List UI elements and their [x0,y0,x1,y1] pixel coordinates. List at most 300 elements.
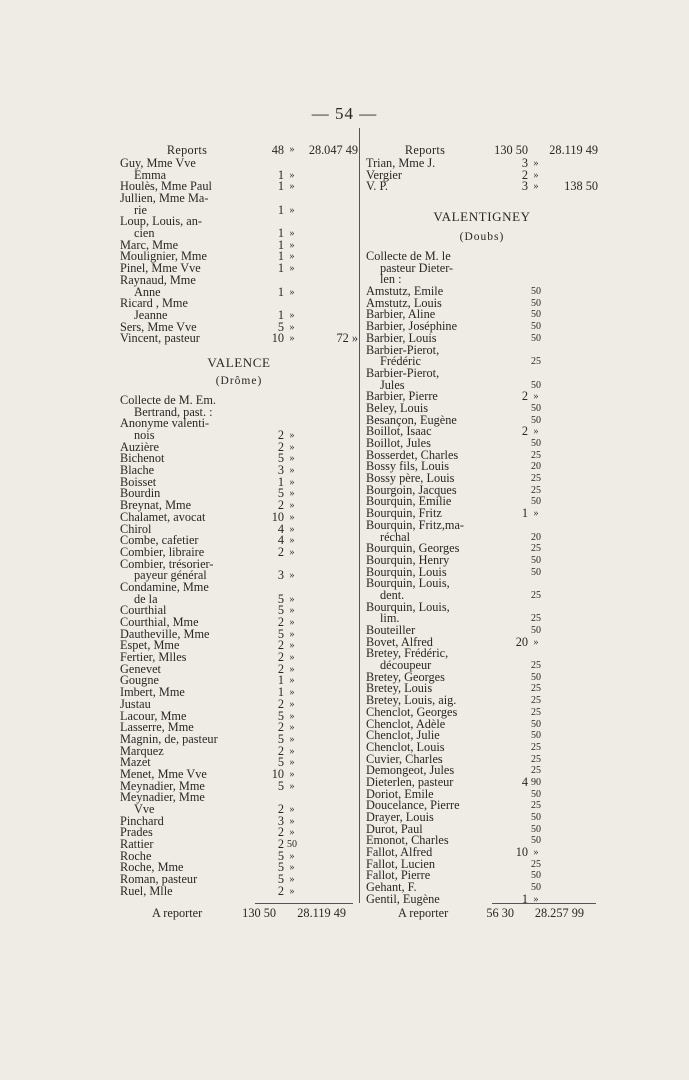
amount-francs: 4 [277,533,284,548]
amount-francs: 5 [277,872,284,887]
donor-name: Bourquin, Fritz,ma- [366,517,465,532]
report-label: Reports [166,143,208,157]
donor-name: Bourquin, Louis [366,564,447,579]
donor-name: Fallot, Pierre [366,868,431,883]
donor-name: Gehant, F. [366,880,417,895]
amount-francs: 2 [277,743,284,758]
donor-name: V. P. [366,179,388,194]
donor-name: Bichenot [120,451,165,466]
donor-name: Amstutz, Emile [366,284,444,299]
amount-centimes: 25 [531,613,541,625]
amount-francs: 2 [277,650,284,665]
subtotal: 72 » [336,331,358,346]
footer-v1: 130 50 [242,906,276,920]
amount-centimes: 25 [531,484,541,496]
donor-row [120,839,358,851]
report-label: Reports [404,143,446,157]
amount-centimes: 20 [531,461,541,473]
amount-centimes: » [289,169,295,181]
amount-centimes: 25 [531,473,541,485]
donor-name: Meynadier, Mme [120,778,205,793]
amount-francs: 1 [521,506,528,521]
amount-francs: 4 [521,774,528,789]
amount-centimes: » [289,850,295,862]
donor-name: Durot, Paul [366,821,423,836]
donor-name: Chenclot, Georges [366,704,458,719]
donor-name: Roche, Mme [120,860,184,875]
amount-francs: 4 [277,521,284,536]
amount-centimes: 50 [531,625,541,637]
amount-centimes: » [289,321,295,333]
amount-centimes: » [289,815,295,827]
donor-name: Combe, cafetier [120,533,199,548]
donor-name: Trian, Mme J. [366,155,436,170]
amount-centimes: » [533,157,539,169]
amount-francs: 20 [515,634,528,649]
report-row [120,136,358,158]
left-column [120,136,358,898]
amount-francs: 3 [277,568,284,583]
footer-v2: 28.119 49 [297,906,346,920]
footer-label: A reporter [398,906,449,920]
donor-name: Chenclot, Julie [366,728,440,743]
donor-name: Ruel, Mlle [120,883,173,898]
amount-centimes: 50 [531,812,541,824]
amount-centimes: » [289,640,295,652]
amount-centimes: » [289,239,295,251]
amount-centimes: » [289,488,295,500]
amount-centimes: 50 [531,671,541,683]
amount-francs: 1 [521,891,528,906]
donor-name: Ricard , Mme [120,296,188,311]
donor-name: Loup, Louis, an- [120,214,202,229]
amount-centimes: 25 [531,695,541,707]
donor-name: découpeur [380,658,432,673]
donor-name: Bouteiller [366,623,416,638]
donor-name: Jullien, Mme Ma- [120,191,209,206]
donor-name: Condamine, Mme [120,579,209,594]
donor-name: Bourquin, Henry [366,552,450,567]
donor-name: Lasserre, Mme [120,720,194,735]
donor-name: Anonyme valenti- [120,416,210,431]
amount-centimes: » [289,251,295,263]
section-subtitle: (Doubs) [459,231,505,244]
amount-francs: 1 [277,673,284,688]
amount-centimes: 50 [531,496,541,508]
amount-francs: 1 [277,202,284,217]
amount-centimes: 50 [531,286,541,298]
amount-francs: 5 [277,591,284,606]
donor-name: Combier, trésorier- [120,556,214,571]
amount-centimes: » [289,675,295,687]
donor-name: Barbier, Louis [366,330,437,345]
donor-name: Drayer, Louis [366,810,434,825]
donor-name: Collecte de M. le [366,249,451,264]
donor-name: Espet, Mme [120,638,180,653]
amount-francs: 5 [277,848,284,863]
donor-name: Doriot, Emile [366,786,434,801]
donor-name: Barbier-Pierot, [366,365,440,380]
amount-centimes: » [289,687,295,699]
amount-centimes: 25 [531,683,541,695]
donor-name: nois [134,428,155,443]
amount-centimes: 50 [531,332,541,344]
donor-name: Jeanne [134,307,168,322]
section-subtitle: (Drôme) [215,375,263,387]
amount-centimes: 50 [531,870,541,882]
donor-row [120,813,358,828]
amount-francs: 10 [515,845,528,860]
amount-francs: 2 [521,389,528,404]
amount-francs: 2 [277,720,284,735]
donor-name: Boisset [120,474,157,489]
amount-centimes: » [289,698,295,710]
donor-name: Roman, pasteur [120,872,198,887]
report-v2: » [289,144,295,155]
amount-francs: 1 [277,261,284,276]
amount-centimes: 25 [531,858,541,870]
footer-left [152,906,346,921]
donor-name: Gougne [120,673,159,688]
amount-francs: 5 [277,708,284,723]
amount-centimes: 50 [531,414,541,426]
amount-centimes: 50 [531,321,541,333]
amount-centimes: » [289,511,295,523]
amount-centimes: 25 [531,589,541,601]
donor-name: Marquez [120,743,164,758]
amount-centimes: 50 [531,554,541,566]
donor-name: Beley, Louis [366,400,429,415]
donor-name: Pinel, Mme Vve [120,261,201,276]
amount-centimes: » [289,309,295,321]
amount-francs: 2 [277,825,284,840]
amount-francs: 1 [277,179,284,194]
donor-name: Emonot, Charles [366,833,449,848]
subtotal: 138 50 [564,179,598,194]
amount-francs: 1 [277,474,284,489]
donor-name: Barbier, Joséphine [366,319,458,334]
donor-name: Boillot, Jules [366,436,431,451]
donor-name: Auzière [120,439,159,454]
donor-name: Imbert, Mme [120,685,185,700]
report-v1: 48 [271,143,284,157]
amount-centimes: » [289,570,295,582]
donor-name: Barbier, Aline [366,307,436,322]
amount-francs: 3 [521,155,528,170]
donor-name: Frédéric [380,354,421,369]
donor-name: Bretey, Louis, aig. [366,693,457,708]
donor-list [120,392,358,898]
donor-name: Sers, Mme Vve [120,319,197,334]
donor-name: Fallot, Lucien [366,856,435,871]
donor-name: Dautheville, Mme [120,626,210,641]
donor-name: payeur général [134,568,207,583]
right-column [366,136,598,906]
amount-francs: 3 [277,463,284,478]
amount-centimes: 50 [531,835,541,847]
amount-centimes: » [289,333,295,345]
amount-centimes: » [289,874,295,886]
column-divider [359,128,360,903]
amount-centimes: 25 [531,449,541,461]
donor-name: Houlès, Mme Paul [120,179,212,194]
amount-centimes: » [533,426,539,438]
footer-rule-left [255,903,353,904]
amount-francs: 5 [277,486,284,501]
donor-row [120,883,358,898]
amount-centimes: » [533,508,539,520]
donor-name: Magnin, de, pasteur [120,731,218,746]
footer-v2: 28.257 99 [534,906,584,920]
page-number: — 54 — [311,104,378,123]
donor-row [120,792,358,804]
amount-centimes: » [289,286,295,298]
donor-name: Doucelance, Pierre [366,798,460,813]
donor-name: Moulignier, Mme [120,249,207,264]
amount-centimes: 25 [531,356,541,368]
donor-name: Anne [134,284,161,299]
donor-name: Vincent, pasteur [120,331,200,346]
amount-centimes: » [289,605,295,617]
amount-francs: 3 [521,179,528,194]
amount-centimes: 25 [531,800,541,812]
amount-centimes: » [289,228,295,240]
amount-centimes: » [289,453,295,465]
amount-centimes: » [289,204,295,216]
amount-centimes: » [289,430,295,442]
amount-centimes: » [289,546,295,558]
amount-francs: 2 [521,424,528,439]
donor-name: Bretey, Georges [366,669,445,684]
donor-name: Amstutz, Louis [366,295,442,310]
amount-centimes: » [289,733,295,745]
amount-centimes: » [289,593,295,605]
donor-name: Gentil, Eugène [366,891,440,906]
donor-name: Besançon, Eugène [366,412,457,427]
amount-centimes: » [289,827,295,839]
amount-centimes: » [289,628,295,640]
donor-row [120,193,358,205]
donor-name: len : [380,272,402,287]
donor-row [120,827,358,839]
donor-name: Lacour, Mme [120,708,187,723]
footer-right [398,906,584,921]
amount-francs: 2 [277,544,284,559]
amount-centimes: » [289,804,295,816]
amount-francs: 5 [277,755,284,770]
amount-centimes: 25 [531,660,541,672]
amount-centimes: » [533,391,539,403]
amount-centimes: » [533,181,539,193]
amount-centimes: 50 [531,297,541,309]
donor-row [366,181,598,193]
amount-centimes: » [289,465,295,477]
report-v3: 28.047 49 [308,143,358,157]
amount-francs: 5 [277,626,284,641]
donor-name: Bretey, Frédéric, [366,646,449,661]
amount-centimes: 50 [531,730,541,742]
donor-name: réchal [380,529,411,544]
donor-name: Bossy fils, Louis [366,459,450,474]
amount-francs: 2 [277,837,284,852]
amount-centimes: » [289,181,295,193]
amount-centimes: » [289,768,295,780]
donor-name: Bourquin, Louis, [366,599,450,614]
donor-name: Raynaud, Mme [120,272,196,287]
amount-francs: 5 [277,860,284,875]
donor-name: Bourquin, Emilie [366,494,452,509]
amount-centimes: 25 [531,543,541,555]
donor-name: Bossy père, Louis [366,471,455,486]
amount-francs: 5 [277,319,284,334]
amount-centimes: » [289,476,295,488]
amount-centimes: 25 [531,765,541,777]
amount-francs: 2 [277,428,284,443]
donor-row [120,333,358,345]
donor-name: Bourquin, Georges [366,541,460,556]
donor-name: Pinchard [120,813,164,828]
donor-name: rie [134,202,147,217]
amount-centimes: 90 [531,776,541,788]
amount-centimes: 50 [287,839,297,851]
donor-row [120,687,358,699]
donor-name: Demongeot, Jules [366,763,455,778]
donor-name: Meynadier, Mme [120,790,205,805]
amount-francs: 2 [521,167,528,182]
donor-name: pasteur Dieter- [380,260,454,275]
donor-name: Rattier [120,837,154,852]
donor-name: Guy, Mme Vve [120,155,196,170]
donor-name: Bretey, Louis [366,681,433,696]
donor-name: Chenclot, Adèle [366,716,446,731]
amount-centimes: » [289,263,295,275]
donor-name: cien [134,226,155,241]
donor-name: Blache [120,463,155,478]
amount-francs: 2 [277,615,284,630]
amount-centimes: 50 [531,718,541,730]
amount-centimes: » [533,847,539,859]
report-v1: 130 50 [494,143,528,157]
donor-name: Prades [120,825,153,840]
report-row [366,136,598,158]
donor-name: Breynat, Mme [120,498,192,513]
donor-name: Bovet, Alfred [366,634,433,649]
amount-centimes: » [289,722,295,734]
donor-name: Emma [134,167,167,182]
amount-centimes: 50 [531,566,541,578]
amount-centimes: » [289,710,295,722]
donor-name: Courthial, Mme [120,615,199,630]
amount-francs: 3 [277,813,284,828]
amount-centimes: » [289,500,295,512]
amount-francs: 2 [277,638,284,653]
donor-name: Dieterlen, pasteur [366,774,454,789]
amount-centimes: 50 [531,379,541,391]
donor-name: Bertrand, past. : [134,404,213,419]
amount-centimes: 50 [531,309,541,321]
amount-centimes: » [289,441,295,453]
donor-name: Vve [134,802,155,817]
donor-name: Chirol [120,521,152,536]
footer-label: A reporter [152,906,203,920]
amount-francs: 1 [277,284,284,299]
amount-francs: 2 [277,802,284,817]
amount-francs: 1 [277,237,284,252]
donor-name: Fertier, Mlles [120,650,187,665]
amount-centimes: » [533,893,539,905]
amount-centimes: 25 [531,741,541,753]
donor-name: Barbier, Pierre [366,389,438,404]
donor-row [120,743,358,758]
amount-centimes: » [289,617,295,629]
donor-name: Bourquin, Louis, [366,576,450,591]
donor-name: Courthial [120,603,167,618]
amount-centimes: 50 [531,823,541,835]
section-title: VALENCE [207,355,271,370]
amount-centimes: 50 [531,788,541,800]
donor-name: Barbier-Pierot, [366,342,440,357]
amount-centimes: » [289,523,295,535]
donor-name: de la [134,591,158,606]
amount-centimes: » [289,745,295,757]
donor-name: Fallot, Alfred [366,845,433,860]
amount-francs: 5 [277,778,284,793]
footer-v1: 56 30 [486,906,514,920]
amount-francs: 10 [271,509,284,524]
amount-francs: 2 [277,498,284,513]
donor-name: Mazet [120,755,151,770]
amount-centimes: » [289,535,295,547]
section-title: VALENTIGNEY [433,209,531,225]
donor-row [120,453,358,465]
amount-centimes: 25 [531,753,541,765]
donor-name: Roche [120,848,152,863]
amount-francs: 2 [277,661,284,676]
donor-name: Genevet [120,661,161,676]
amount-centimes: 25 [531,706,541,718]
donor-name: Boillot, Isaac [366,424,432,439]
amount-centimes: 50 [531,438,541,450]
donor-row [120,216,358,228]
amount-centimes: 50 [531,402,541,414]
donor-name: dent. [380,587,405,602]
donor-name: Jules [380,377,405,392]
amount-francs: 5 [277,731,284,746]
amount-francs: 1 [277,167,284,182]
donor-row [366,599,598,614]
amount-centimes: » [289,652,295,664]
amount-centimes: » [533,169,539,181]
amount-centimes: » [289,757,295,769]
donor-name: Bosserdet, Charles [366,447,459,462]
donor-name: Menet, Mme Vve [120,766,207,781]
donor-name: Bourquin, Fritz [366,506,442,521]
donor-name: Collecte de M. Em. [120,392,216,407]
amount-centimes: » [289,780,295,792]
donor-name: Justau [120,696,151,711]
amount-centimes: » [289,862,295,874]
donor-row [366,891,598,906]
amount-francs: 1 [277,249,284,264]
amount-francs: 5 [277,603,284,618]
amount-centimes: » [289,663,295,675]
donor-name: Combier, libraire [120,544,205,559]
donor-list [366,251,598,906]
report-v3: 28.119 49 [549,143,598,157]
donor-name: Chenclot, Louis [366,739,445,754]
donor-name: Marc, Mme [120,237,179,252]
amount-francs: 1 [277,685,284,700]
